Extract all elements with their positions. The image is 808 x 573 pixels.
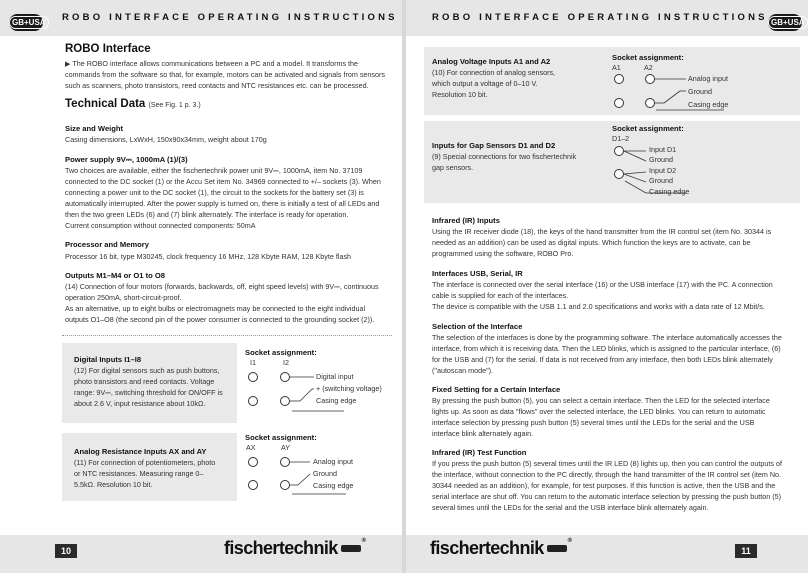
outputs-title: Outputs M1–M4 or O1 to O8 (65, 271, 165, 280)
gap-body: (9) Special connections for two fischertechnik gap sensors. (432, 152, 577, 172)
digital-label-3: Casing edge (316, 396, 357, 405)
voltage-socket-lines (424, 47, 800, 115)
analog-title: Analog Resistance Inputs AX and AY (74, 447, 207, 456)
brand-logo: fischertechnik ® (224, 538, 366, 558)
right-page-number: 11 (735, 544, 757, 558)
voltage-col-2: A2 (644, 63, 653, 72)
outputs-body1: (14) Connection of four motors (forwards, backwards, off, eight speed levels) with 9V⎓, continuous operation 250mA, short-circuit-proof. (65, 282, 379, 302)
voltage-label-2: Ground (688, 87, 712, 96)
digital-body: (12) For digital sensors such as push buttons, photo transistors and reed contacts. Voltage range: 9V⎓, switching threshold for ON/OFF is about 2.6 V, input resistance about 10kΩ. (74, 366, 223, 408)
proc-title: Processor and Memory (65, 240, 149, 249)
voltage-col-1: A1 (612, 63, 621, 72)
digital-socket-title: Socket assignment: (245, 348, 317, 357)
size-body: Casing dimensions, LxWxH, 150x90x34mm, weight about 170g (65, 135, 267, 144)
voltage-body: (10) For connection of analog sensors, which output a voltage of 0–10 V. Resolution 10 bit. (432, 68, 556, 99)
left-page (0, 0, 402, 573)
ir-title: Infrared (IR) Inputs (432, 216, 500, 225)
voltage-title: Analog Voltage Inputs A1 and A2 (432, 57, 551, 66)
voltage-socket-title: Socket assignment: (612, 53, 684, 62)
gap-label-5: Casing edge (649, 187, 690, 196)
proc-body: Processor 16 bit, type M30245, clock frequency 16 MHz, 128 Kbyte RAM, 128 Kbyte flash (65, 252, 352, 261)
analog-label-3: Casing edge (313, 481, 354, 490)
gap-label-1: Input D1 (649, 145, 677, 154)
tech-title: Technical Data (See Fig. 1 p. 3.) (65, 98, 201, 110)
selection-title: Selection of the Interface (432, 322, 523, 331)
ir-body: Using the IR receiver diode (18), the keys of the hand transmitter from the IR control set (item No. 30344 is needed as an addition) can be used as digital inputs. Which function the keys are to activate, can be programmed using the software, ROBO Pro. (432, 227, 772, 258)
digital-col-2: I2 (283, 358, 289, 367)
right-header (406, 0, 808, 36)
power-title: Power supply 9V⎓, 1000mA (1)/(3) (65, 155, 188, 164)
voltage-box (424, 47, 800, 115)
brand-mark-icon (341, 545, 361, 552)
analog-label-2: Ground (313, 469, 337, 478)
voltage-label-1: Analog input (688, 74, 728, 83)
gap-socket-lines (424, 121, 800, 203)
brand-mark-icon (547, 545, 567, 552)
voltage-label-3: Casing edge (688, 100, 729, 109)
size-title: Size and Weight (65, 124, 124, 133)
irtest-title: Infrared (IR) Test Function (432, 448, 527, 457)
intro-body: ▶ The ROBO interface allows communications between a PC and a model. It transforms the commands from the software so that, for example, motors can be activated and signals from sensors such as scanners, photo transistors, reed contacts and NTC resistances etc. can be processed. (65, 59, 385, 90)
left-page-number: 10 (55, 544, 77, 558)
analog-socket-title: Socket assignment: (245, 433, 317, 442)
intro-title: ROBO Interface (65, 43, 151, 55)
digital-title: Digital Inputs I1–I8 (74, 355, 142, 364)
gap-title: Inputs for Gap Sensors D1 and D2 (432, 141, 556, 150)
gap-socket-title: Socket assignment: (612, 124, 684, 133)
digital-col-1: I1 (250, 358, 256, 367)
fixed-body: By pressing the push button (5), you can select a certain interface. Then the LED for the selected interface lights up. As soon as data "flows" over the selected interface, the LED blinks. You can return to automatic interface selection by pressing push button (5) several times until the LEDs for the serial and the USB interface blink alternately again. (432, 396, 770, 438)
digital-label-2: + (switching voltage) (316, 384, 382, 393)
analog-label-1: Analog input (313, 457, 353, 466)
gap-label-3: Input D2 (649, 166, 677, 175)
irtest-body: If you press the push button (5) several times until the IR LED (8) lights up, then you can control the outputs of the interface, without connection to the PC directly, through the hand transmitter of the IR control set (item No. 30344 needed as an addition), for example, for test purposes. If this function is active, then the USB and the serial interface are shut off. You can return to the automatic interface selection by pressing the push button (5) several times until the LEDs for the serial and the USB interface blink alternately again. (432, 459, 782, 512)
fixed-title: Fixed Setting for a Certain Interface (432, 385, 561, 394)
power-body: Two choices are available, either the fischertechnik power unit 9V⎓, 1000mA, item No. 37109 connected to the DC socket (1) or the Accu Set item No. 34969 connected to +/– sockets (3). When connecting a power unit to the DC socket (1), the circuit to the sockets for the battery set (3) is automatically interrupted. After the power supply is turned on, there is initially a test of all LEDs and then the two green LEDs (6) and (7) blink alternately. The interface is ready for operation. (65, 166, 381, 219)
header-title: ROBO INTERFACE OPERATING INSTRUCTIONS (62, 12, 398, 23)
usb-body1: The interface is connected over the serial interface (16) or the USB interface (17) with the PC. A connection cable is supplied for each of the interfaces. (432, 280, 773, 300)
selection-body: The selection of the interfaces is done by the programming software. The interface automatically accesses the interface, from which it is receiving data. Then the LED blinks, which is assigned to the particular interface, (6) for the USB and (7) for the serial. If data is not received from any interface, then both LEDs blink alternately ("autoscan mode"). (432, 333, 782, 375)
language-badge: GB+USA (9, 14, 43, 31)
analog-body: (11) For connection of potentiometers, photo or NTC resistances. Measuring range 0–5.5kΩ. Resolution 10 bit. (74, 458, 216, 489)
header-title: ROBO INTERFACE OPERATING INSTRUCTIONS (432, 12, 768, 23)
analog-col-1: AX (246, 443, 256, 452)
gap-label-4: Ground (649, 176, 673, 185)
brand-logo: fischertechnik ® (430, 538, 572, 558)
usb-title: Interfaces USB, Serial, IR (432, 269, 523, 278)
right-page (406, 0, 808, 573)
language-badge: GB+USA (768, 14, 802, 31)
gap-col-1: D1–2 (612, 134, 630, 143)
usb-body2: The device is compatible with the USB 1.1 and 2.0 specifications and works with a data rate of 12 Mbit/s. (432, 302, 765, 311)
gap-box (424, 121, 800, 203)
outputs-body2: As an alternative, up to eight bulbs or electromagnets may be connected to the eight individual outputs O1–O8 (the second pin of the power consumer is connected to the grounding socket (2)). (65, 304, 375, 324)
analog-col-2: AY (281, 443, 291, 452)
gap-label-2: Ground (649, 155, 673, 164)
digital-label-1: Digital input (316, 372, 354, 381)
power-current: Current consumption without connected components: 50mA (65, 221, 256, 230)
